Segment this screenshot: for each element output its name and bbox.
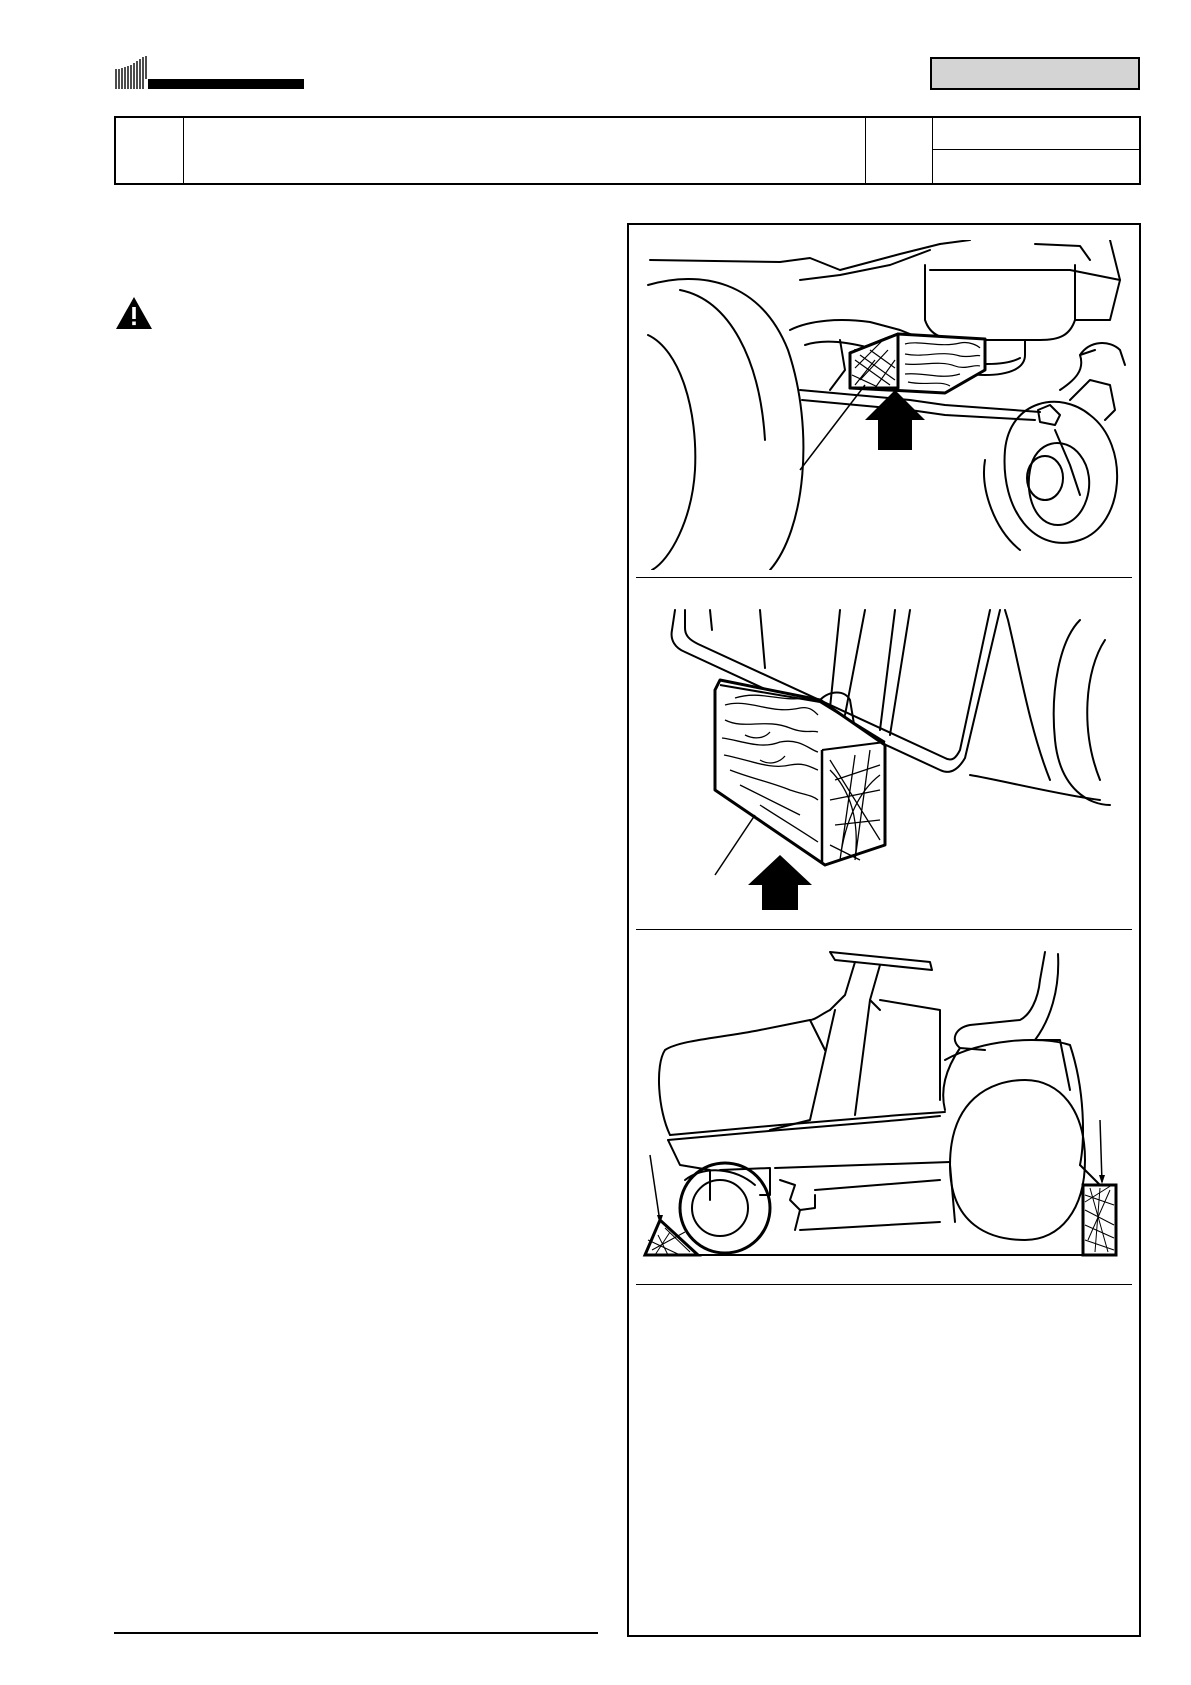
figure-divider — [636, 929, 1132, 930]
section-label-box — [930, 57, 1140, 90]
warning-triangle-icon — [115, 296, 153, 330]
footer-rule — [114, 1632, 598, 1634]
tractor-front-axle-block-icon — [640, 240, 1130, 570]
tractor-frame-block-icon — [640, 590, 1130, 920]
brand-logo-icon — [114, 55, 304, 90]
header-table — [114, 116, 1141, 185]
figure-divider — [636, 1284, 1132, 1285]
figure-divider — [636, 577, 1132, 578]
tractor-side-chocks-icon — [640, 940, 1130, 1275]
